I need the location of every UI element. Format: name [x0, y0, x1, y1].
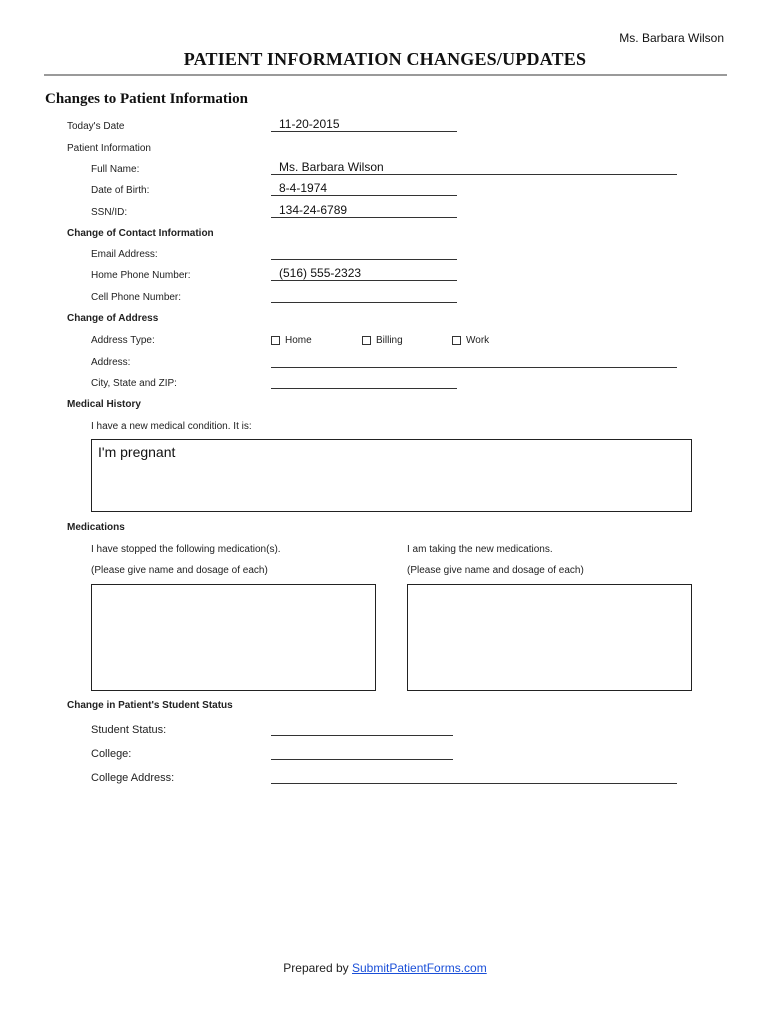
- cell-phone-field[interactable]: [271, 288, 457, 303]
- stopped-medications-textarea[interactable]: [91, 584, 376, 691]
- header-patient-name: Ms. Barbara Wilson: [619, 31, 724, 45]
- stopped-medications-label: I have stopped the following medication(s).: [91, 544, 281, 555]
- page-title: PATIENT INFORMATION CHANGES/UPDATES: [183, 49, 587, 69]
- address-type-home-checkbox[interactable]: [271, 335, 312, 346]
- todays-date-label: Today's Date: [67, 121, 125, 132]
- new-medications-label: I am taking the new medications.: [407, 544, 553, 555]
- checkbox-icon: [452, 336, 461, 345]
- city-state-zip-label: City, State and ZIP:: [91, 378, 177, 389]
- address-type-billing-checkbox[interactable]: [362, 335, 403, 346]
- address-type-work-checkbox[interactable]: [452, 335, 489, 346]
- section-title: Changes to Patient Information: [45, 91, 248, 107]
- footer-prefix: Prepared by: [283, 961, 352, 975]
- address-field[interactable]: [271, 353, 677, 368]
- dob-value: 8-4-1974: [279, 181, 328, 195]
- college-address-field[interactable]: [271, 769, 677, 784]
- full-name-value: Ms. Barbara Wilson: [279, 160, 384, 174]
- student-status-heading: Change in Patient's Student Status: [67, 700, 233, 711]
- college-label: College:: [91, 748, 132, 760]
- address-label: Address:: [91, 357, 131, 368]
- address-type-billing-label: Billing: [376, 335, 403, 346]
- email-label: Email Address:: [91, 249, 158, 260]
- patient-information-heading: Patient Information: [67, 143, 151, 154]
- medications-heading: Medications: [67, 522, 125, 533]
- ssn-label: SSN/ID:: [91, 207, 128, 218]
- dob-label: Date of Birth:: [91, 185, 150, 196]
- address-type-work-label: Work: [466, 335, 490, 346]
- new-medications-hint: (Please give name and dosage of each): [407, 565, 584, 576]
- home-phone-field[interactable]: [271, 266, 457, 281]
- ssn-field[interactable]: [271, 203, 457, 218]
- full-name-label: Full Name:: [91, 164, 140, 175]
- college-address-label: College Address:: [91, 772, 175, 784]
- footer: [0, 961, 770, 975]
- footer-link[interactable]: SubmitPatientForms.com: [352, 961, 487, 975]
- checkbox-icon: [271, 336, 280, 345]
- address-type-home-label: Home: [285, 335, 312, 346]
- city-state-zip-field[interactable]: [271, 374, 457, 389]
- contact-heading: Change of Contact Information: [67, 228, 214, 239]
- title-divider: [44, 74, 727, 76]
- medical-history-prompt: I have a new medical condition. It is:: [91, 421, 252, 432]
- address-type-label: Address Type:: [91, 335, 155, 346]
- cell-phone-label: Cell Phone Number:: [91, 292, 182, 303]
- medical-condition-value: I'm pregnant: [98, 444, 176, 460]
- dob-field[interactable]: [271, 181, 457, 196]
- todays-date-value: 11-20-2015: [279, 117, 340, 131]
- email-field[interactable]: [271, 245, 457, 260]
- full-name-field[interactable]: [271, 160, 677, 175]
- college-field[interactable]: [271, 745, 453, 760]
- todays-date-field[interactable]: [271, 117, 457, 132]
- checkbox-icon: [362, 336, 371, 345]
- medical-condition-textarea[interactable]: [91, 439, 692, 512]
- ssn-value: 134-24-6789: [279, 203, 348, 217]
- stopped-medications-hint: (Please give name and dosage of each): [91, 565, 268, 576]
- student-status-field[interactable]: [271, 721, 453, 736]
- home-phone-label: Home Phone Number:: [91, 270, 191, 281]
- address-heading: Change of Address: [67, 313, 159, 324]
- home-phone-value: (516) 555-2323: [279, 266, 362, 280]
- student-status-label: Student Status:: [91, 724, 167, 736]
- new-medications-textarea[interactable]: [407, 584, 692, 691]
- medical-history-heading: Medical History: [67, 399, 141, 410]
